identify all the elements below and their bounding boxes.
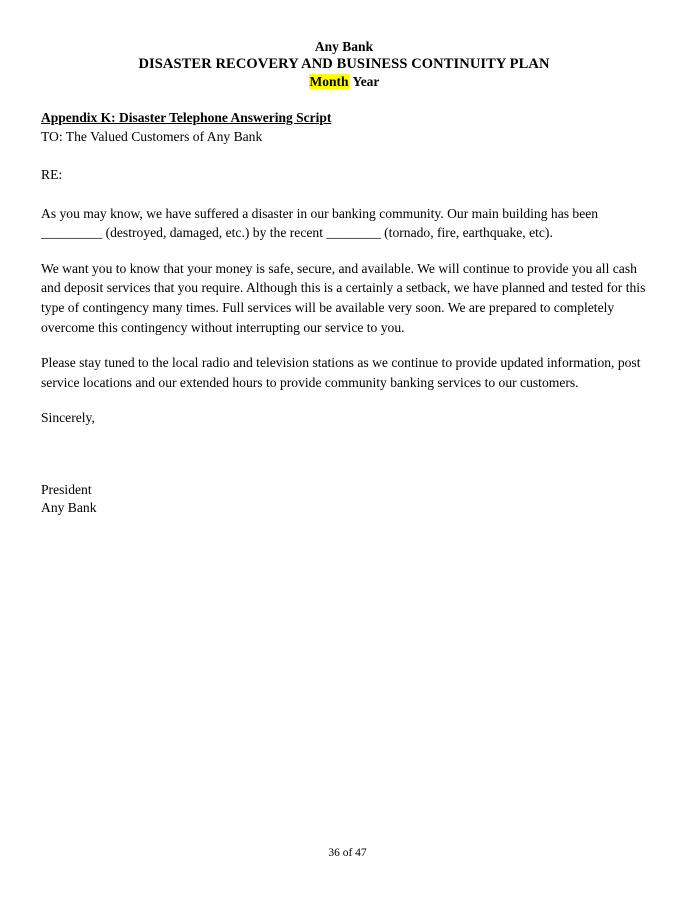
letter-body	[41, 127, 647, 518]
header-date-year: Year	[352, 74, 380, 89]
letter-re-line: RE:	[41, 167, 63, 183]
appendix-heading-wrapper	[41, 91, 647, 127]
header-date-line	[41, 73, 647, 91]
signature-organization: Any Bank	[41, 500, 97, 516]
document-header	[41, 38, 647, 91]
signature-space	[41, 428, 647, 481]
letter-paragraph-1: As you may know, we have suffered a disaster in our banking community. Our main building has been _________ (destroyed, damaged, etc.) by the recent ________ (tornado, fire, earthquake, etc).	[41, 205, 599, 241]
signature-title: President	[41, 482, 92, 498]
spacer	[41, 392, 647, 408]
letter-to-line: TO: The Valued Customers of Any Bank	[41, 128, 263, 144]
header-date-month-highlighted: Month	[309, 74, 349, 89]
letter-paragraph-2: We want you to know that your money is safe, secure, and available. We will continue to provide you all cash and deposit services that you require. Although this is a certainly a setback, we have planned and tested for this type of contingency many times. Full services will be available very soon. We are prepared to completely overcome this contingency without interrupting our service to you.	[41, 260, 646, 335]
spacer	[41, 146, 647, 165]
letter-closing: Sincerely,	[41, 410, 95, 426]
spacer	[41, 243, 647, 259]
spacer	[41, 185, 647, 204]
header-plan-title: DISASTER RECOVERY AND BUSINESS CONTINUITY PLAN	[138, 55, 550, 72]
spacer	[41, 337, 647, 353]
appendix-heading: Appendix K: Disaster Telephone Answering Script	[41, 109, 332, 125]
page-footer: 36 of 47	[328, 847, 367, 859]
header-organization: Any Bank	[314, 39, 374, 54]
letter-paragraph-3: Please stay tuned to the local radio and television stations as we continue to provide updated information, post service locations and our extended hours to provide community banking services to our customers.	[41, 355, 641, 390]
